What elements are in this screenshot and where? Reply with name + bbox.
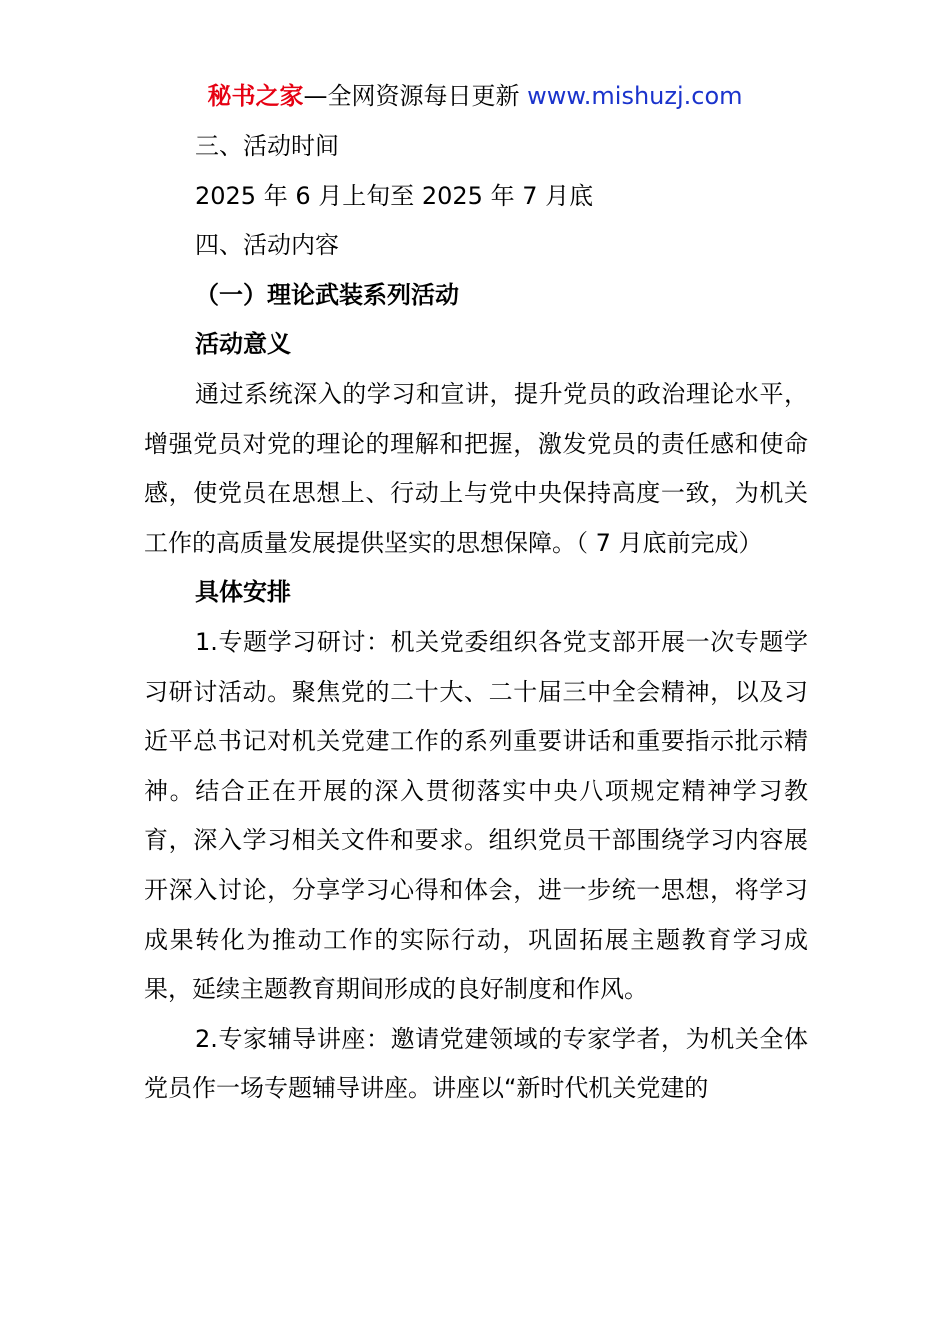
- site-brand: 秘书之家: [207, 82, 304, 110]
- arrangement-item-2: 2.专家辅导讲座：邀请党建领域的专家学者，为机关全体党员作一场专题辅导讲座。讲座以“新时代机关党建的: [144, 1024, 808, 1103]
- site-tagline: —全网资源每日更新: [303, 82, 528, 110]
- significance-heading: 活动意义: [195, 330, 291, 359]
- significance-paragraph: 通过系统深入的学习和宣讲，提升党员的政治理论水平，增强党员对党的理论的理解和把握，激发党员的责任感和使命感，使党员在思想上、行动上与党中央保持高度一致，为机关工作的高质量发展提供坚实的思想保障。（ 7 月底前完成）: [144, 379, 808, 557]
- document-body: [144, 122, 808, 1114]
- activity-time-text: 2025 年 6 月上旬至 2025 年 7 月底: [195, 181, 594, 210]
- arrangement-item-1: 1.专题学习研讨：机关党委组织各党支部开展一次专题学习研讨活动。聚焦党的二十大、二十届三中全会精神，以及习近平总书记对机关党建工作的系列重要讲话和重要指示批示精神。结合正在开展的深入贯彻落实中央八项规定精神学习教育，深入学习相关文件和要求。组织党员干部围绕学习内容展开深入讨论，分享学习心得和体会，进一步统一思想，将学习成果转化为推动工作的实际行动，巩固拓展主题教育学习成果，延续主题教育期间形成的良好制度和作风。: [144, 627, 808, 1004]
- arrangement-heading: 具体安排: [195, 578, 291, 607]
- subsection-heading: （一）理论武装系列活动: [195, 280, 459, 309]
- section-heading-time: 三、活动时间: [195, 132, 339, 160]
- section-heading-content: 四、活动内容: [195, 231, 339, 260]
- site-url-link[interactable]: www.mishuzj.com: [527, 82, 743, 110]
- site-header: [0, 80, 950, 112]
